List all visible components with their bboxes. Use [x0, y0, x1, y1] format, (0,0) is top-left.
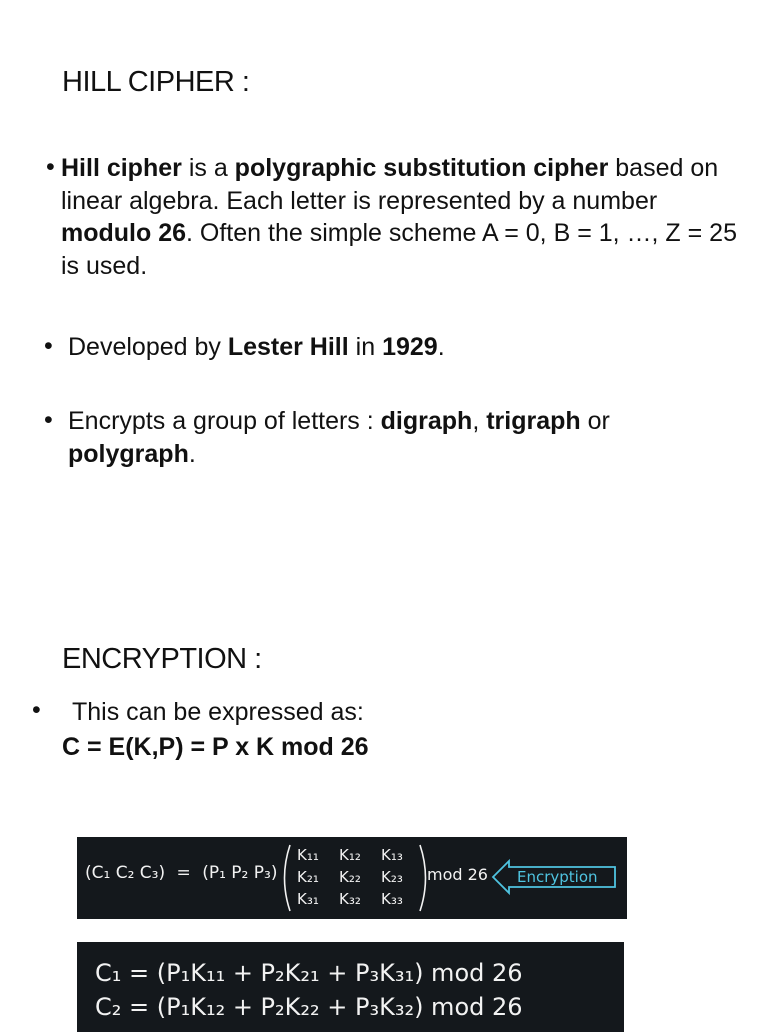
key-entry: K₂₁: [297, 868, 319, 886]
bullet-text-segment: or: [580, 407, 610, 435]
equation-c1: C₁ = (P₁K₁₁ + P₂K₂₁ + P₃K₃₁) mod 26: [95, 959, 523, 987]
heading-encryption: ENCRYPTION :: [62, 643, 262, 675]
bullet-text-segment: 1929: [382, 333, 438, 361]
bullet-icon: •: [44, 406, 53, 434]
ciphertext-vector: (C₁ C₂ C₃): [85, 863, 166, 883]
plaintext-vector: (P₁ P₂ P₃): [202, 863, 278, 883]
expression-intro: This can be expressed as:: [72, 698, 364, 726]
key-entry: K₃₁: [297, 890, 319, 908]
bullet-text-segment: trigraph: [486, 407, 581, 435]
key-entry: K₁₃: [381, 846, 403, 864]
key-entry: K₂₃: [381, 868, 403, 886]
bullet-icon: •: [44, 332, 53, 360]
bullet-hill-cipher-definition: [61, 152, 751, 282]
bullet-text-segment: based on linear algebra. Each letter is represented by a number: [61, 154, 719, 215]
bullet-text-segment: in: [348, 333, 383, 361]
bullet-icon: •: [46, 153, 55, 181]
key-entry: K₁₂: [339, 846, 361, 864]
bullet-text-segment: .: [437, 333, 445, 361]
key-matrix-row: [297, 888, 423, 910]
heading-hill-cipher: HILL CIPHER :: [62, 66, 250, 98]
bullet-text-segment: Lester Hill: [227, 333, 349, 361]
bullet-text-segment: modulo 26: [61, 219, 187, 247]
equation-c2: C₂ = (P₁K₁₂ + P₂K₂₂ + P₃K₃₂) mod 26: [95, 993, 523, 1021]
bullet-text-segment: polygraphic substitution cipher: [234, 154, 609, 182]
equations-panel: [77, 942, 624, 1032]
encryption-formula: C = E(K,P) = P x K mod 26: [62, 733, 369, 761]
bullet-text-segment: Hill cipher: [61, 154, 182, 182]
bullet-text-segment: polygraph: [68, 439, 189, 468]
encryption-arrow-icon: [491, 857, 619, 897]
key-matrix-row: [297, 866, 423, 888]
bullet-text-segment: ,: [472, 407, 487, 435]
equals-sign: =: [176, 863, 191, 883]
encryption-label: Encryption: [517, 868, 598, 886]
key-entry: K₁₁: [297, 846, 319, 864]
bullet-text-segment: .: [188, 439, 196, 468]
mod-label: mod 26: [427, 865, 488, 884]
bullet-icon: •: [32, 696, 41, 724]
bullet-text-segment: digraph: [380, 407, 473, 435]
key-entry: K₃₃: [381, 890, 403, 908]
bullet-text-segment: . Often the simple scheme A = 0, B = 1, …, Z = 25 is used.: [61, 219, 737, 280]
left-paren-icon: [277, 843, 293, 913]
bullet-text-segment: Developed by: [68, 333, 228, 361]
bullet-text-segment: Encrypts a group of letters :: [68, 407, 381, 435]
key-entry: K₃₂: [339, 890, 361, 908]
key-matrix: [297, 844, 423, 910]
key-matrix-row: [297, 844, 423, 866]
matrix-equation-panel: [77, 837, 627, 919]
bullet-text-segment: is a: [181, 154, 235, 182]
key-entry: K₂₂: [339, 868, 361, 886]
bullet-developed-by: [68, 331, 748, 364]
bullet-encrypts-group: [68, 405, 708, 470]
